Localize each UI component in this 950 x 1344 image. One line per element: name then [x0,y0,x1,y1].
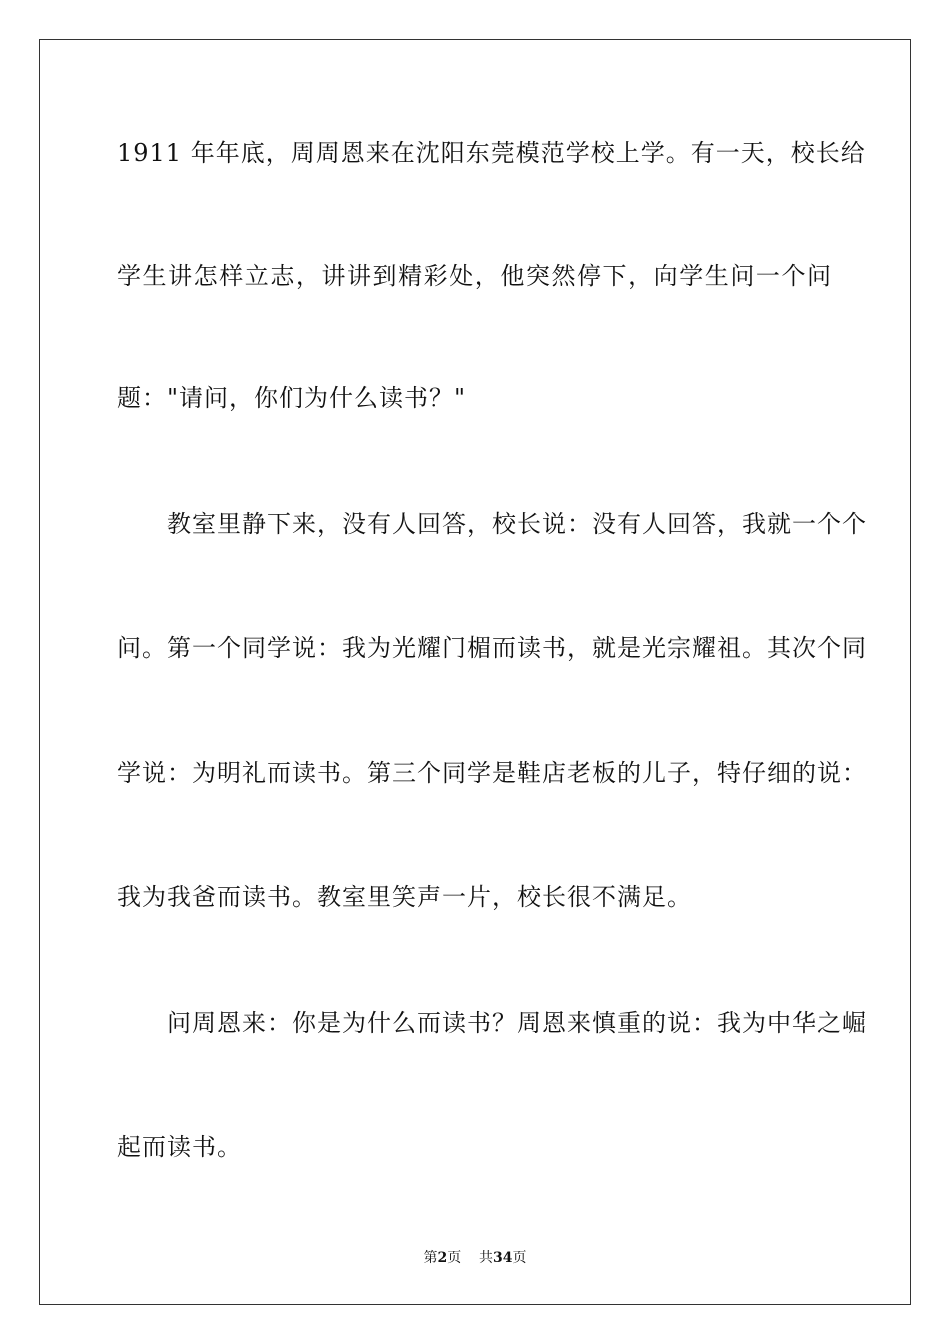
text-line-8: 问周恩来：你是为什么而读书？周恩来慎重的说：我为中华之崛 [117,1009,867,1037]
page-footer [0,1248,950,1268]
footer-page-prefix: 第 [423,1250,438,1266]
text-line-3: 题："请问，你们为什么读书？" [117,384,467,412]
footer-total-number: 34 [493,1250,513,1266]
footer-total-prefix: 共 [479,1250,494,1266]
footer-page-suffix: 页 [447,1250,462,1266]
text-line-1: 1911 年年底，周周恩来在沈阳东莞模范学校上学。有一天，校长给 [117,139,866,167]
page-border [39,39,911,1305]
text-line-6: 学说：为明礼而读书。第三个同学是鞋店老板的儿子，特仔细的说： [117,759,867,787]
text-line-9: 起而读书。 [117,1133,242,1161]
footer-total-suffix: 页 [512,1250,527,1266]
text-line-5: 问。第一个同学说：我为光耀门楣而读书，就是光宗耀祖。其次个同 [117,634,867,662]
text-line-2: 学生讲怎样立志，讲讲到精彩处，他突然停下，向学生问一个问 [117,262,832,290]
footer-page-number: 2 [437,1250,448,1266]
text-line-4: 教室里静下来，没有人回答，校长说：没有人回答，我就一个个 [117,510,867,538]
text-line-7: 我为我爸而读书。教室里笑声一片，校长很不满足。 [117,883,692,911]
